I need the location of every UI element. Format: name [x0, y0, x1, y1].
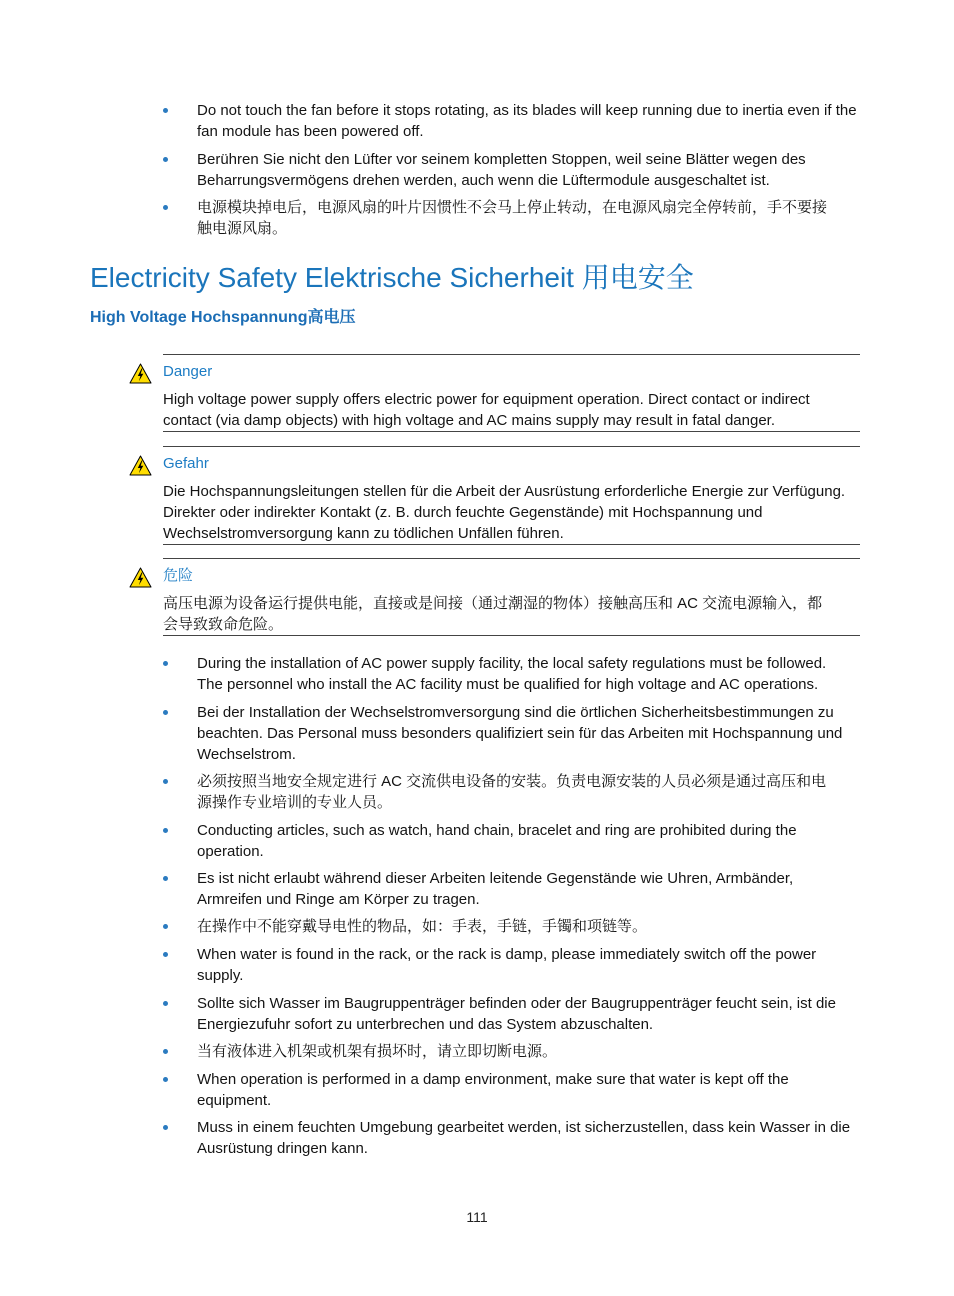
bullet-dot	[163, 952, 168, 957]
bullet-text	[197, 993, 836, 1035]
bullet-dot	[163, 1125, 168, 1130]
text-line: Wechselstromversorgung kann zu tödlichen Unfällen führen.	[163, 525, 564, 542]
text-line: When water is found in the rack, or the rack is damp, please immediately switch off the power	[197, 946, 817, 963]
bullet-dot	[163, 876, 168, 881]
bullet-text	[197, 702, 842, 765]
text-line: beachten. Das Personal muss besonders qualifiziert sein für das Arbeiten mit Hochspannung und	[197, 725, 843, 742]
text-line: fan module has been powered off.	[197, 123, 424, 140]
notice-label: 危险	[163, 567, 194, 584]
text-line: 触电源风扇。	[197, 220, 288, 237]
text-line: Wechselstrom.	[197, 746, 296, 763]
text-line: 在操作中不能穿戴导电性的物品，如：手表，手链，手镯和项链等。	[197, 918, 648, 935]
danger-notice	[163, 354, 860, 432]
notice-label: Danger	[163, 363, 213, 380]
text-line: 必须按照当地安全规定进行 AC 交流供电设备的安装。负责电源安装的人员必须是通过高压和电	[197, 773, 827, 790]
text-line: High voltage power supply offers electric power for equipment operation. Direct contact or indirect	[163, 391, 810, 408]
bullet-text	[197, 1041, 557, 1062]
bullet-dot	[163, 1077, 168, 1082]
text-line: Do not touch the fan before it stops rotating, as its blades will keep running due to inertia even if the	[197, 102, 857, 119]
bullet-text	[197, 1117, 850, 1159]
notice-text	[163, 593, 860, 635]
section-heading: Electricity Safety Elektrische Sicherheit 用电安全	[90, 262, 694, 293]
text-line: Conducting articles, such as watch, hand chain, bracelet and ring are prohibited during the	[197, 822, 797, 839]
text-line: During the installation of AC power supply facility, the local safety regulations must be followed.	[197, 655, 827, 672]
bullet-text	[197, 916, 647, 937]
text-line: When operation is performed in a damp environment, make sure that water is kept off the	[197, 1071, 789, 1088]
page-number: 111	[466, 1209, 488, 1225]
text-line: equipment.	[197, 1092, 272, 1109]
bullet-dot	[163, 924, 168, 929]
text-line: 高压电源为设备运行提供电能，直接或是间接（通过潮湿的物体）接触高压和 AC 交流电源输入，都	[163, 595, 823, 612]
warning-icon	[129, 363, 152, 384]
text-line: Ausrüstung dringen kann.	[197, 1140, 368, 1157]
text-line: The personnel who install the AC facility must be qualified for high voltage and AC operations.	[197, 676, 819, 693]
bullet-text	[197, 653, 826, 695]
bullet-dot	[163, 661, 168, 666]
bullet-text	[197, 1069, 789, 1111]
text-line: Sollte sich Wasser im Baugruppenträger befinden oder der Baugruppenträger feucht sein, ist die	[197, 995, 836, 1012]
bullet-dot	[163, 828, 168, 833]
bullet-text	[197, 944, 816, 986]
text-line: Energiezufuhr sofort zu unterbrechen und das System abzuschalten.	[197, 1016, 654, 1033]
text-line: Die Hochspannungsleitungen stellen für die Arbeit der Ausrüstung erforderliche Energie zur Verfügung.	[163, 483, 846, 500]
text-line: Bei der Installation der Wechselstromversorgung sind die örtlichen Sicherheitsbestimmungen zu	[197, 704, 834, 721]
bullet-dot	[163, 157, 168, 162]
text-line: Muss in einem feuchten Umgebung gearbeitet werden, ist sicherzustellen, dass kein Wasser in die	[197, 1119, 851, 1136]
warning-icon	[129, 455, 152, 476]
notice-text	[163, 389, 860, 431]
bullet-dot	[163, 1049, 168, 1054]
bullet-dot	[163, 1001, 168, 1006]
weixian-notice	[163, 558, 860, 636]
bullet-text	[197, 100, 857, 142]
text-line: 会导致致命危险。	[163, 616, 284, 633]
notice-text	[163, 481, 860, 544]
warning-icon	[129, 567, 152, 588]
bullet-dot	[163, 710, 168, 715]
text-line: Armreifen und Ringe am Körper zu tragen.	[197, 891, 480, 908]
gefahr-notice	[163, 446, 860, 545]
subsection-heading: High Voltage Hochspannung高电压	[90, 309, 356, 326]
bullet-text	[197, 771, 826, 813]
text-line: 电源模块掉电后，电源风扇的叶片因惯性不会马上停止转动，在电源风扇完全停转前，手不要接	[197, 199, 828, 216]
text-line: Beharrungsvermögens drehen werden, auch wenn die Lüftermodule ausgeschaltet ist.	[197, 172, 770, 189]
bullet-text	[197, 820, 797, 862]
bullet-text	[197, 197, 827, 239]
bullet-text	[197, 868, 793, 910]
text-line: contact (via damp objects) with high voltage and AC mains supply may result in fatal danger.	[163, 412, 775, 429]
text-line: Es ist nicht erlaubt während dieser Arbeiten leitende Gegenstände wie Uhren, Armbänder,	[197, 870, 794, 887]
bullet-dot	[163, 108, 168, 113]
bullet-text	[197, 149, 806, 191]
text-line: 当有液体进入机架或机架有损坏时，请立即切断电源。	[197, 1043, 558, 1060]
text-line: 源操作专业培训的专业人员。	[197, 794, 393, 811]
text-line: Berühren Sie nicht den Lüfter vor seinem kompletten Stoppen, weil seine Blätter wegen des	[197, 151, 806, 168]
text-line: Direkter oder indirekter Kontakt (z. B. durch feuchte Gegenstände) mit Hochspannung und	[163, 504, 763, 521]
text-line: operation.	[197, 843, 264, 860]
bullet-dot	[163, 205, 168, 210]
text-line: supply.	[197, 967, 244, 984]
bullet-dot	[163, 779, 168, 784]
notice-label: Gefahr	[163, 455, 209, 472]
